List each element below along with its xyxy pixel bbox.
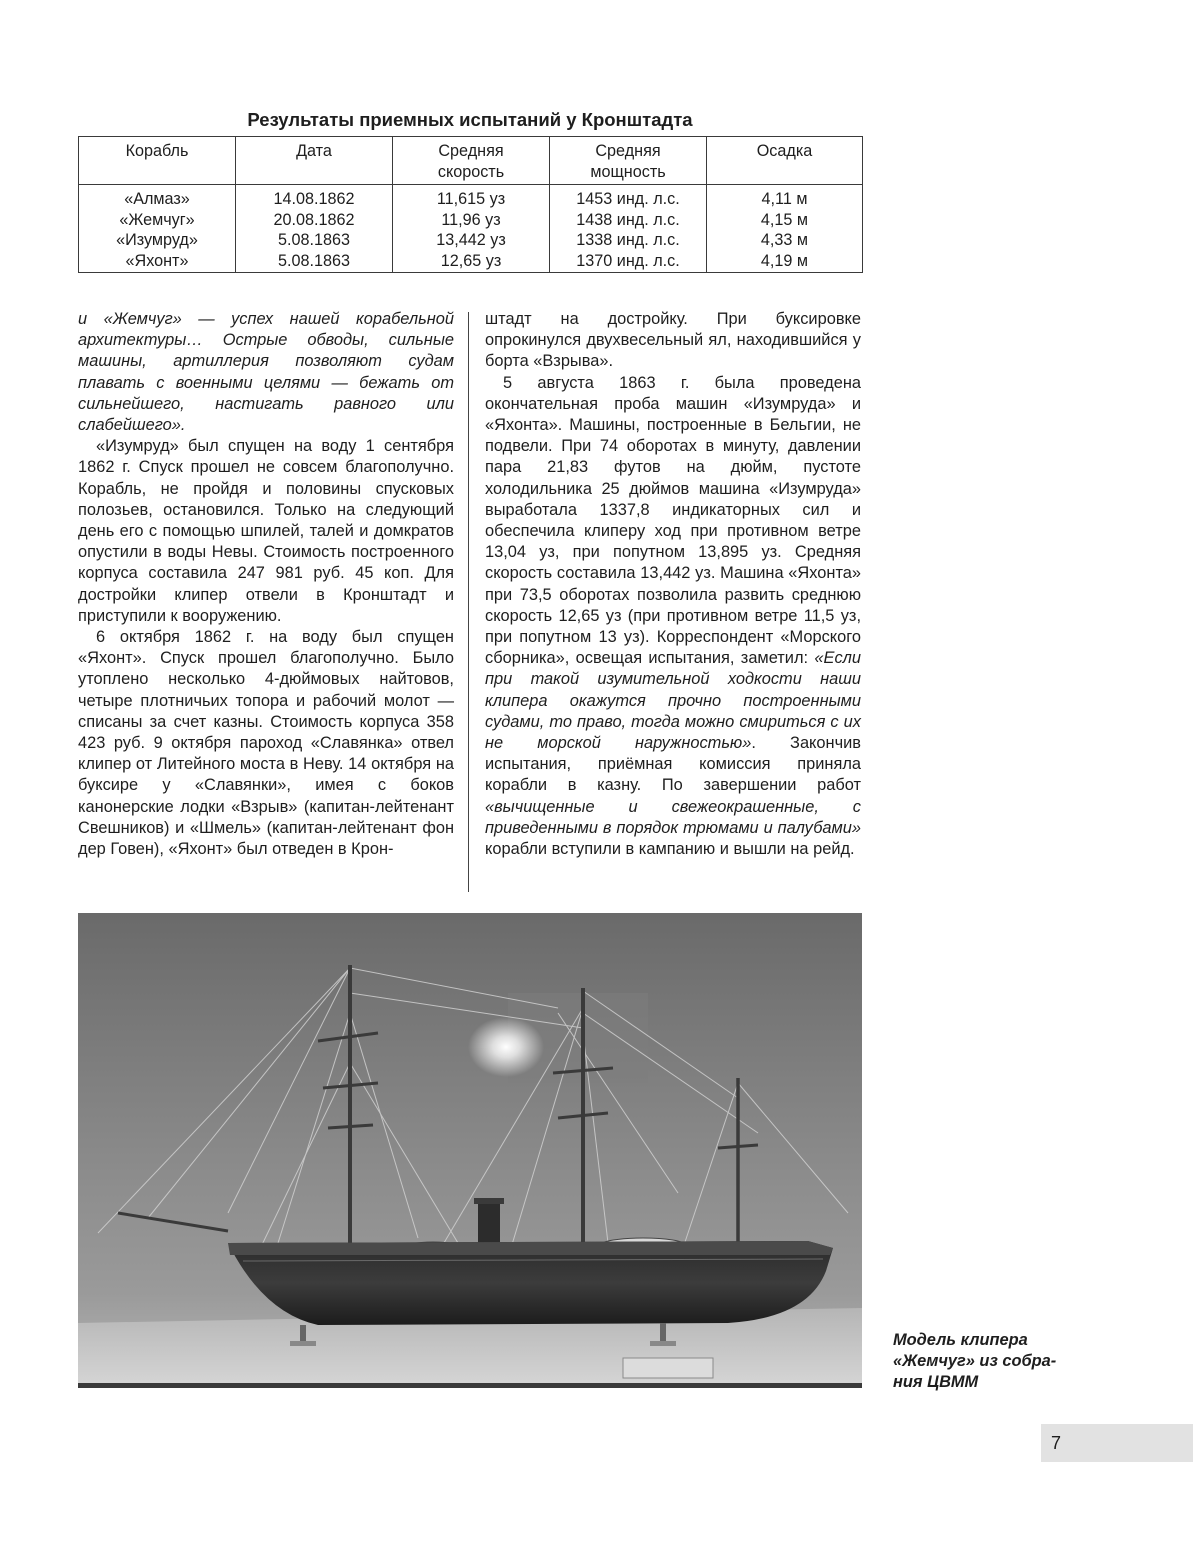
cell-speed: 11,96 уз [393, 210, 550, 231]
cell-draft: 4,33 м [707, 230, 863, 251]
cell-power: 1338 инд. л.с. [550, 230, 707, 251]
ship-model-illustration [78, 913, 862, 1388]
cell-draft: 4,11 м [707, 185, 863, 210]
caption-line: Модель клипера [893, 1331, 1028, 1349]
table-row [79, 210, 863, 231]
trials-text-c: корабли вступили в кампанию и вышли на рейд. [485, 840, 855, 859]
cell-speed: 11,615 уз [393, 185, 550, 210]
caption-line: ния ЦВММ [893, 1373, 979, 1391]
ship-model-photo [78, 913, 862, 1388]
column-divider [468, 312, 469, 892]
text-column-left [78, 309, 454, 860]
cell-ship: «Изумруд» [79, 230, 236, 251]
results-table [78, 136, 863, 273]
cell-date: 14.08.1862 [236, 185, 393, 210]
cell-date: 20.08.1862 [236, 210, 393, 231]
page-number-tab [1041, 1424, 1193, 1462]
cell-power: 1438 инд. л.с. [550, 210, 707, 231]
cell-power: 1453 инд. л.с. [550, 185, 707, 210]
text-column-right [485, 309, 861, 860]
table-row [79, 230, 863, 251]
trials-quote-correspondent: «Если при такой изумительной ходкости наши клипера окажутся прочно построенными судами, то право, тогда можно смириться с их не морской наружностью» [485, 649, 861, 753]
paragraph-trials [485, 373, 861, 861]
cell-ship: «Алмаз» [79, 185, 236, 210]
cell-speed: 12,65 уз [393, 251, 550, 273]
table-row [79, 185, 863, 210]
header-ship: Корабль [79, 137, 236, 185]
cell-power: 1370 инд. л.с. [550, 251, 707, 273]
page-number: 7 [1051, 1433, 1062, 1453]
table-title: Результаты приемных испытаний у Кронштадта [247, 109, 693, 130]
cell-date: 5.08.1863 [236, 230, 393, 251]
cell-ship: «Яхонт» [79, 251, 236, 273]
paragraph-izumrud-launch: «Изумруд» был спущен на воду 1 сентября 1862 г. Спуск прошел не совсем благополучно. Корабль, не пройдя и половины спусковых полозьев, остановился. Только на следующий день его с помощью шпилей, талей и домкратов опустили в воды Невы. Стоимость построенного корпуса составила 247 981 руб. 45 коп. Для достройки клипер отвели в Кронштадт и приступили к вооружению. [78, 437, 454, 625]
header-avg-speed: Средняя скорость [393, 137, 550, 185]
paragraph-towing: штадт на достройку. При буксировке опрокинулся двухвесельный ял, находившийся у борта «Взрыва». [485, 310, 861, 371]
cell-ship: «Жемчуг» [79, 210, 236, 231]
table-header-row [79, 137, 863, 185]
cell-draft: 4,19 м [707, 251, 863, 273]
cell-date: 5.08.1863 [236, 251, 393, 273]
photo-caption [893, 1330, 1093, 1393]
paragraph-quote-ending: и «Жемчуг» — успех нашей корабельной архитектуры… Острые обводы, сильные машины, артиллерия позволяют судам плавать с военными целями — бежать от сильнейшего, настигать равного или слабейшего». [78, 310, 454, 435]
trials-quote-cleaned: «вычищенные и свежеокрашенные, с приведенными в порядок трюмами и палубами» [485, 797, 861, 837]
header-avg-power: Средняя мощность [550, 137, 707, 185]
table-row [79, 251, 863, 273]
trials-text-a: 5 августа 1863 г. была проведена окончательная проба машин «Изумруда» и «Яхонта». Машины, построенные в Бельгии, не подвели. При 74 оборотах в минуту, давлении пара 21,83 футов на дюйм, пустоте холодильника 25 дюймов машина «Изумруда» выработала 1337,8 индикаторных сил и обеспечила клиперу ход при противном ветре 13,04 уз, при попутном 13,895 уз. Средняя скорость составила 13,442 уз. Машина «Яхонта» при 73,5 оборотах позволила развить среднюю скорость 12,65 уз (при противном ветре 11,5 уз, при попутном 13 уз). Корреспондент «Морского сборника», освещая испытания, заметил: [485, 373, 861, 668]
trials-text-b: . Закончив испытания, приёмная комиссия приняла корабли в казну. По завершении работ [485, 734, 861, 795]
header-date: Дата [236, 137, 393, 185]
caption-line: «Жемчуг» из собра- [893, 1352, 1057, 1370]
cell-speed: 13,442 уз [393, 230, 550, 251]
cell-draft: 4,15 м [707, 210, 863, 231]
paragraph-yakhont-launch: 6 октября 1862 г. на воду был спущен «Яхонт». Спуск прошел благополучно. Было утоплено несколько 4-дюймовых найтовов, четыре плотничьих топора и рабочий молот — списаны за счет казны. Стоимость корпуса 358 423 руб. 9 октября пароход «Славянка» отвел клипер от Литейного моста в Неву. 14 октября на буксире у «Славянки», имея с боков канонерские лодки «Взрыв» (капитан-лейтенант Свешников) и «Шмель» (капитан-лейтенант фон дер Говен), «Яхонт» был отведен в Крон- [78, 628, 454, 859]
header-draft: Осадка [707, 137, 863, 185]
